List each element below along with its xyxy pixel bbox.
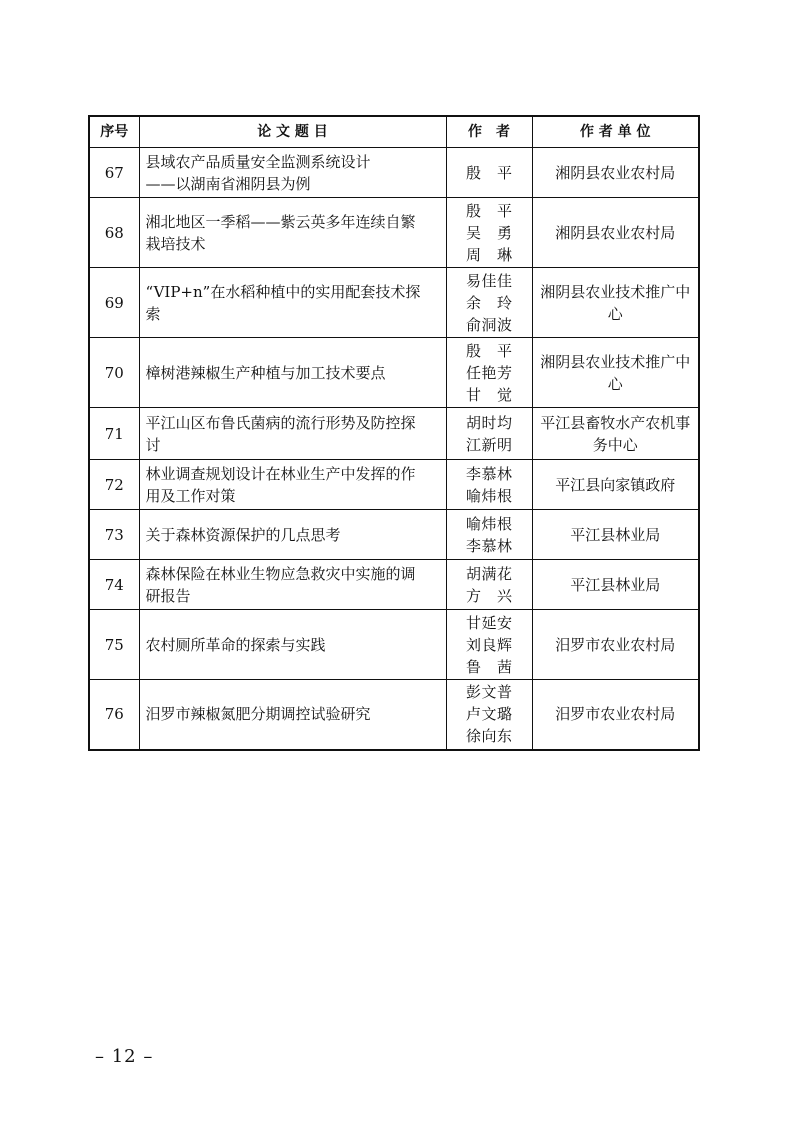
author-name: 胡满花 [466,564,512,583]
row-number: 72 [89,460,139,510]
paper-authors [446,338,532,408]
paper-title [139,408,446,460]
author-name: 刘良辉 [466,635,512,654]
table-row [89,460,699,510]
paper-authors [446,198,532,268]
author-name: 李慕林 [466,536,512,555]
paper-title [139,198,446,268]
table-row [89,148,699,198]
paper-title-line: 讨 [145,435,161,454]
paper-title-line: 索 [145,304,161,323]
table-row [89,268,699,338]
author-name: 方 兴 [466,586,512,605]
paper-title-line: 湘北地区一季稻——紫云英多年连续自繁 [145,212,416,231]
author-unit: 平江县林业局 [532,560,699,610]
table-row [89,560,699,610]
author-unit: 汨罗市农业农村局 [532,610,699,680]
author-name: 周 琳 [466,245,512,264]
author-name: 喻炜根 [466,486,512,505]
author-name: 殷 平 [466,341,512,360]
author-unit: 平江县向家镇政府 [532,460,699,510]
page-number: – 12 – [95,1046,154,1067]
author-unit: 平江县畜牧水产农机事务中心 [532,408,699,460]
author-name: 鲁 茜 [466,657,512,676]
paper-authors [446,560,532,610]
author-name: 余 玲 [466,293,512,312]
paper-title-line: 平江山区布鲁氏菌病的流行形势及防控探 [145,413,416,432]
paper-title [139,460,446,510]
table-body [89,148,699,750]
paper-title [139,560,446,610]
table-row [89,198,699,268]
paper-title [139,148,446,198]
author-name: 徐向东 [466,727,512,746]
paper-title-line: ——以湖南省湘阴县为例 [145,174,311,193]
row-number: 69 [89,268,139,338]
paper-title-line: 栽培技术 [145,234,206,253]
paper-title-line: 县域农产品质量安全监测系统设计 [145,152,371,171]
paper-authors [446,460,532,510]
row-number: 74 [89,560,139,610]
row-number: 75 [89,610,139,680]
paper-title [139,510,446,560]
author-name: 胡时均 [466,413,512,432]
paper-title-line: 森林保险在林业生物应急救灾中实施的调 [145,564,416,583]
table-row [89,510,699,560]
header-no: 序号 [89,116,139,148]
author-name: 甘 觉 [466,385,512,404]
author-name: 甘延安 [466,613,512,632]
paper-title-line: 樟树港辣椒生产种植与加工技术要点 [145,363,386,382]
author-unit: 汨罗市农业农村局 [532,680,699,750]
paper-title-line: 农村厕所革命的探索与实践 [145,635,326,654]
table-row [89,610,699,680]
paper-title-line: 林业调查规划设计在林业生产中发挥的作 [145,464,416,483]
paper-authors [446,408,532,460]
author-name: 易佳佳 [466,271,512,290]
table-row [89,680,699,750]
author-name: 李慕林 [466,464,512,483]
row-number: 76 [89,680,139,750]
author-name: 任艳芳 [466,363,512,382]
author-name: 殷 平 [466,163,512,182]
row-number: 71 [89,408,139,460]
paper-authors [446,680,532,750]
header-author: 作 者 [446,116,532,148]
paper-title-line: “VIP+n”在水稻种植中的实用配套技术探 [145,282,421,301]
author-unit: 湘阴县农业技术推广中心 [532,338,699,408]
paper-title-line: 研报告 [145,586,191,605]
paper-authors [446,148,532,198]
table-row [89,408,699,460]
author-name: 彭文普 [466,683,512,702]
header-unit: 作 者 单 位 [532,116,699,148]
header-title: 论 文 题 目 [139,116,446,148]
author-unit: 湘阴县农业农村局 [532,198,699,268]
papers-table [88,115,700,751]
author-name: 江新明 [466,435,512,454]
paper-title [139,610,446,680]
paper-authors [446,510,532,560]
paper-authors [446,268,532,338]
author-name: 吴 勇 [466,223,512,242]
author-name: 殷 平 [466,201,512,220]
row-number: 73 [89,510,139,560]
paper-title [139,268,446,338]
paper-title-line: 关于森林资源保护的几点思考 [145,525,341,544]
author-unit: 湘阴县农业技术推广中心 [532,268,699,338]
row-number: 70 [89,338,139,408]
table-row [89,338,699,408]
author-unit: 湘阴县农业农村局 [532,148,699,198]
paper-title [139,680,446,750]
paper-title-line: 用及工作对策 [145,486,236,505]
row-number: 68 [89,198,139,268]
author-unit: 平江县林业局 [532,510,699,560]
author-name: 俞洞波 [466,315,512,334]
row-number: 67 [89,148,139,198]
paper-authors [446,610,532,680]
paper-title [139,338,446,408]
author-name: 卢文璐 [466,705,512,724]
author-name: 喻炜根 [466,514,512,533]
table-header-row [89,116,699,148]
paper-title-line: 汨罗市辣椒氮肥分期调控试验研究 [145,705,371,724]
